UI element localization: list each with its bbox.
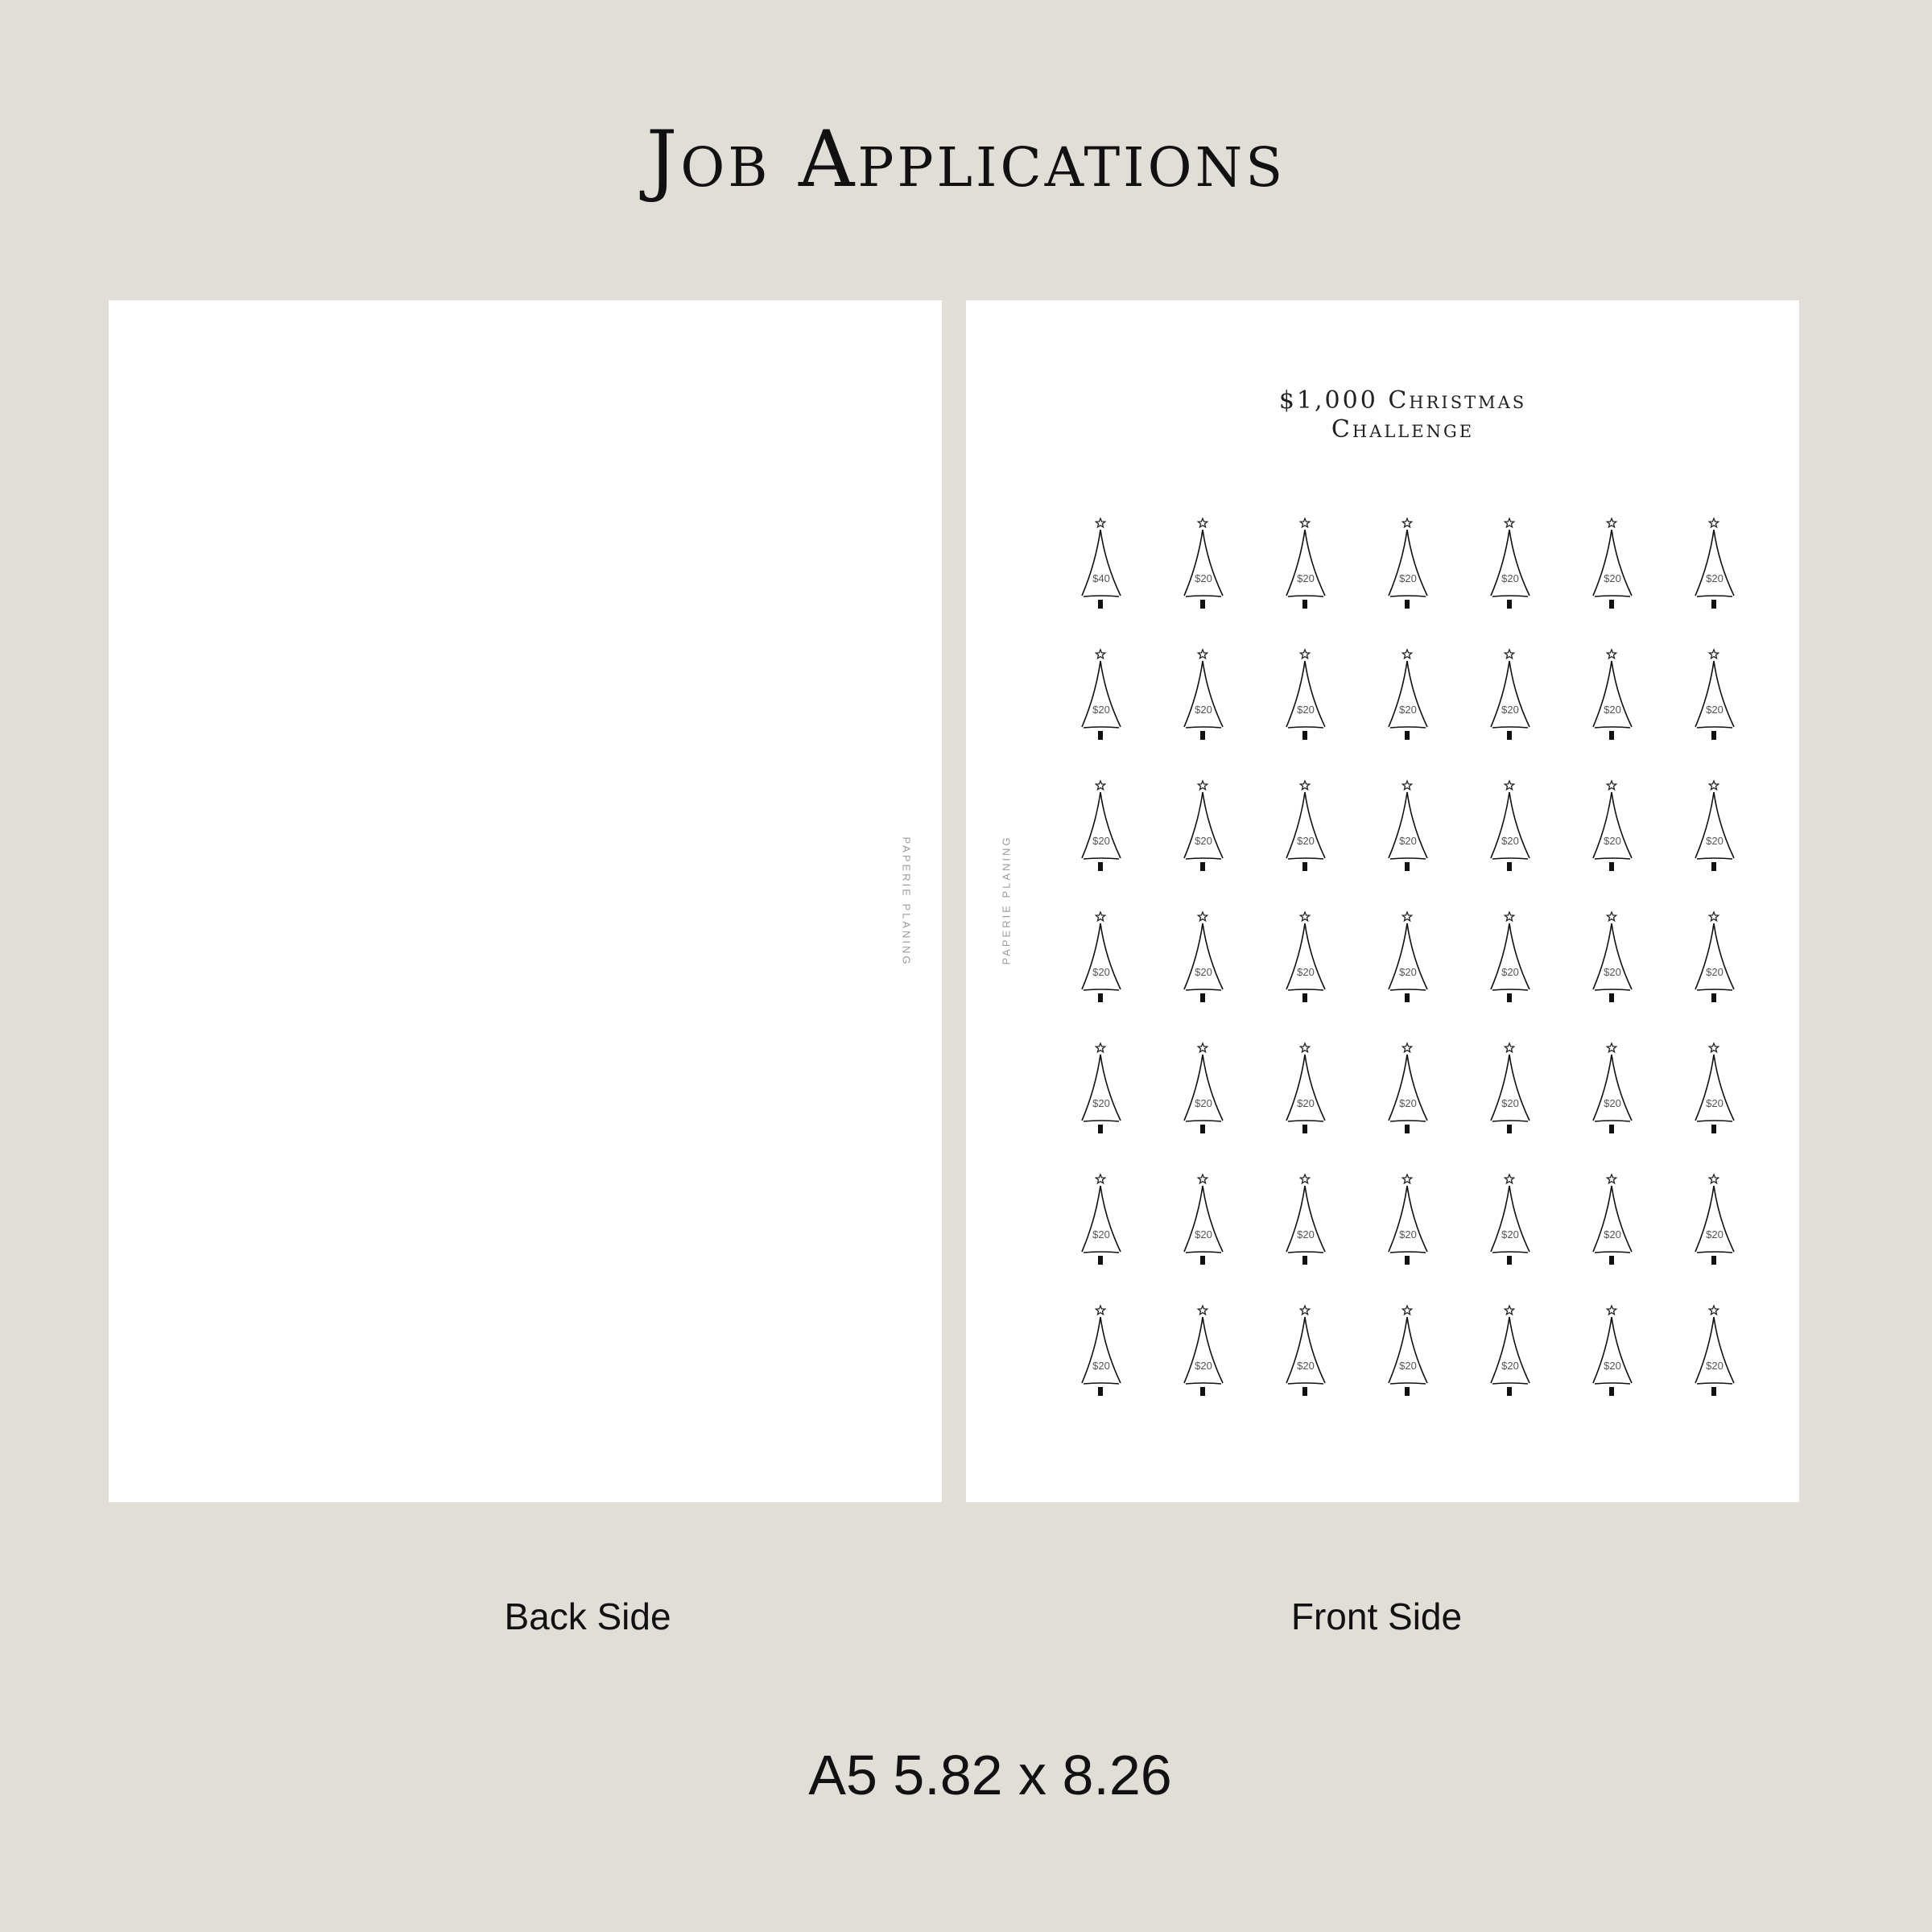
christmas-tree-icon[interactable]: [1285, 778, 1341, 878]
tree-amount: $20: [1706, 1228, 1724, 1241]
tree-amount: $20: [1297, 966, 1315, 978]
christmas-tree-icon[interactable]: [1285, 1302, 1341, 1403]
christmas-tree-icon[interactable]: [1080, 646, 1137, 747]
savings-tree-grid: [1080, 515, 1805, 1401]
tree-amount: $20: [1501, 704, 1519, 716]
tree-amount: $20: [1297, 835, 1315, 847]
tree-amount: $20: [1501, 966, 1519, 978]
christmas-tree-icon[interactable]: [1694, 909, 1750, 1009]
tree-amount: $20: [1501, 835, 1519, 847]
tree-amount: $20: [1399, 1360, 1417, 1372]
christmas-tree-icon[interactable]: [1285, 1040, 1341, 1141]
christmas-tree-icon[interactable]: [1183, 515, 1239, 616]
tree-amount: $20: [1399, 1097, 1417, 1109]
tree-amount: $20: [1195, 704, 1212, 716]
christmas-tree-icon[interactable]: [1183, 909, 1239, 1009]
tree-amount: $20: [1092, 1360, 1110, 1372]
christmas-tree-icon[interactable]: [1489, 1171, 1546, 1272]
christmas-tree-icon[interactable]: [1183, 778, 1239, 878]
tree-amount: $20: [1297, 1360, 1315, 1372]
christmas-tree-icon[interactable]: [1183, 1302, 1239, 1403]
christmas-tree-icon[interactable]: [1591, 1302, 1648, 1403]
christmas-tree-icon[interactable]: [1387, 515, 1443, 616]
tree-amount: $20: [1195, 572, 1212, 584]
christmas-tree-icon[interactable]: [1694, 515, 1750, 616]
tree-amount: $20: [1399, 1228, 1417, 1241]
christmas-tree-icon[interactable]: [1694, 646, 1750, 747]
tree-amount: $20: [1195, 966, 1212, 978]
tree-amount: $20: [1706, 835, 1724, 847]
tree-amount: $20: [1501, 1097, 1519, 1109]
tree-amount: $20: [1706, 1360, 1724, 1372]
challenge-title: [966, 386, 1799, 444]
tree-amount: $20: [1297, 572, 1315, 584]
christmas-tree-icon[interactable]: [1489, 1302, 1546, 1403]
christmas-tree-icon[interactable]: [1080, 1040, 1137, 1141]
christmas-tree-icon[interactable]: [1489, 909, 1546, 1009]
christmas-tree-icon[interactable]: [1694, 1302, 1750, 1403]
tree-amount: $20: [1604, 1097, 1621, 1109]
tree-amount: $20: [1604, 704, 1621, 716]
christmas-tree-icon[interactable]: [1080, 909, 1137, 1009]
christmas-tree-icon[interactable]: [1591, 1040, 1648, 1141]
size-label: A5 5.82 x 8.26: [808, 1744, 1172, 1806]
tree-amount: $20: [1604, 572, 1621, 584]
christmas-tree-icon[interactable]: [1694, 1171, 1750, 1272]
challenge-title-line1: $1,000 Christmas: [1278, 386, 1527, 415]
tree-amount: $20: [1195, 835, 1212, 847]
christmas-tree-icon[interactable]: [1285, 1171, 1341, 1272]
tree-amount: $20: [1604, 966, 1621, 978]
christmas-tree-icon[interactable]: [1387, 646, 1443, 747]
christmas-tree-icon[interactable]: [1489, 1040, 1546, 1141]
christmas-tree-icon[interactable]: [1694, 1040, 1750, 1141]
tree-amount: $40: [1092, 572, 1110, 584]
christmas-tree-icon[interactable]: [1387, 1040, 1443, 1141]
tree-amount: $20: [1501, 1228, 1519, 1241]
front-watermark: PAPERIE PLANING: [1000, 835, 1013, 965]
christmas-tree-icon[interactable]: [1591, 909, 1648, 1009]
tree-amount: $20: [1399, 835, 1417, 847]
christmas-tree-icon[interactable]: [1387, 778, 1443, 878]
tree-amount: $20: [1706, 966, 1724, 978]
christmas-tree-icon[interactable]: [1694, 778, 1750, 878]
christmas-tree-icon[interactable]: [1183, 1040, 1239, 1141]
christmas-tree-icon[interactable]: [1080, 778, 1137, 878]
christmas-tree-icon[interactable]: [1285, 515, 1341, 616]
tree-amount: $20: [1604, 1360, 1621, 1372]
christmas-tree-icon[interactable]: [1183, 1171, 1239, 1272]
tree-amount: $20: [1706, 572, 1724, 584]
tree-amount: $20: [1706, 1097, 1724, 1109]
tree-amount: $20: [1297, 1097, 1315, 1109]
back-side-sheet: [109, 300, 942, 1502]
christmas-tree-icon[interactable]: [1591, 515, 1648, 616]
tree-amount: $20: [1604, 835, 1621, 847]
tree-amount: $20: [1297, 1228, 1315, 1241]
christmas-tree-icon[interactable]: [1489, 515, 1546, 616]
page-title: Job Applications: [646, 114, 1286, 204]
tree-amount: $20: [1092, 966, 1110, 978]
christmas-tree-icon[interactable]: [1285, 909, 1341, 1009]
tree-amount: $20: [1399, 966, 1417, 978]
christmas-tree-icon[interactable]: [1387, 1302, 1443, 1403]
tree-amount: $20: [1092, 704, 1110, 716]
christmas-tree-icon[interactable]: [1387, 1171, 1443, 1272]
christmas-tree-icon[interactable]: [1285, 646, 1341, 747]
tree-amount: $20: [1604, 1228, 1621, 1241]
christmas-tree-icon[interactable]: [1080, 515, 1137, 616]
tree-amount: $20: [1501, 572, 1519, 584]
christmas-tree-icon[interactable]: [1591, 1171, 1648, 1272]
tree-amount: $20: [1195, 1228, 1212, 1241]
back-watermark: PAPERIE PLANING: [900, 836, 913, 967]
christmas-tree-icon[interactable]: [1591, 778, 1648, 878]
tree-amount: $20: [1399, 572, 1417, 584]
christmas-tree-icon[interactable]: [1080, 1302, 1137, 1403]
tree-amount: $20: [1706, 704, 1724, 716]
back-side-caption: Back Side: [504, 1596, 671, 1637]
tree-amount: $20: [1501, 1360, 1519, 1372]
christmas-tree-icon[interactable]: [1183, 646, 1239, 747]
tree-amount: $20: [1092, 1097, 1110, 1109]
tree-amount: $20: [1399, 704, 1417, 716]
tree-amount: $20: [1092, 835, 1110, 847]
christmas-tree-icon[interactable]: [1489, 778, 1546, 878]
tree-amount: $20: [1297, 704, 1315, 716]
christmas-tree-icon[interactable]: [1080, 1171, 1137, 1272]
christmas-tree-icon[interactable]: [1387, 909, 1443, 1009]
tree-amount: $20: [1092, 1228, 1110, 1241]
tree-amount: $20: [1195, 1360, 1212, 1372]
tree-amount: $20: [1195, 1097, 1212, 1109]
front-side-caption: Front Side: [1290, 1596, 1463, 1637]
challenge-title-line2: Challenge: [1331, 415, 1475, 444]
christmas-tree-icon[interactable]: [1591, 646, 1648, 747]
christmas-tree-icon[interactable]: [1489, 646, 1546, 747]
